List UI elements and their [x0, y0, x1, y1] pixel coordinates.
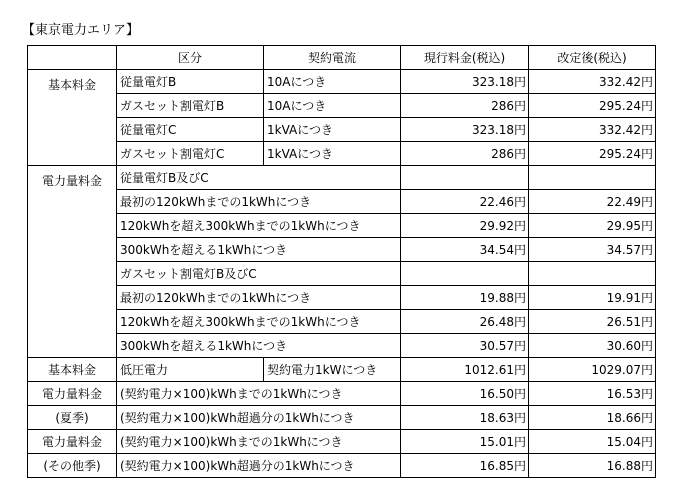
current-price-cell: 286円 — [401, 94, 529, 118]
revised-price-cell: 295.24円 — [529, 94, 656, 118]
unit-cell: 10Aにつき — [264, 70, 401, 94]
revised-price-cell: 22.49円 — [529, 190, 656, 214]
header-row — [28, 46, 656, 70]
table-row — [28, 406, 656, 430]
table-row — [28, 238, 656, 262]
tier-cell: (契約電力×100)kWh超過分の1kWhにつき — [117, 406, 401, 430]
empty-cell — [401, 262, 529, 286]
current-price-cell: 323.18円 — [401, 70, 529, 94]
plan-cell: ガスセット割電灯B — [117, 94, 264, 118]
unit-cell: 1kVAにつき — [264, 118, 401, 142]
table-row — [28, 190, 656, 214]
table-row — [28, 142, 656, 166]
empty-cell — [529, 262, 656, 286]
group-basic-fee: 基本料金 — [28, 70, 117, 166]
table-row — [28, 118, 656, 142]
header-category: 区分 — [117, 46, 264, 70]
tier-cell: 最初の120kWhまでの1kWhにつき — [117, 286, 401, 310]
revised-price-cell: 332.42円 — [529, 118, 656, 142]
tier-cell: 120kWhを超え300kWhまでの1kWhにつき — [117, 310, 401, 334]
section-title: 従量電灯B及びC — [117, 166, 401, 190]
table-row — [28, 94, 656, 118]
revised-price-cell: 26.51円 — [529, 310, 656, 334]
revised-price-cell: 30.60円 — [529, 334, 656, 358]
current-price-cell: 323.18円 — [401, 118, 529, 142]
current-price-cell: 18.63円 — [401, 406, 529, 430]
tier-cell: (契約電力×100)kWh超過分の1kWhにつき — [117, 454, 401, 478]
group-energy-fee: 電力量料金 — [28, 166, 117, 358]
table-row — [28, 358, 656, 382]
group-basic-fee-low-voltage: 基本料金 — [28, 358, 117, 382]
tier-cell: 最初の120kWhまでの1kWhにつき — [117, 190, 401, 214]
current-price-cell: 286円 — [401, 142, 529, 166]
current-price-cell: 34.54円 — [401, 238, 529, 262]
table-row — [28, 214, 656, 238]
table-row — [28, 262, 656, 286]
table-row — [28, 382, 656, 406]
group-energy-summer-label: 電力量料金 — [28, 382, 117, 406]
unit-cell: 10Aにつき — [264, 94, 401, 118]
group-energy-summer-season: (夏季) — [28, 406, 117, 430]
unit-cell: 1kVAにつき — [264, 142, 401, 166]
empty-cell — [529, 166, 656, 190]
group-energy-other-label: 電力量料金 — [28, 430, 117, 454]
plan-cell: 従量電灯B — [117, 70, 264, 94]
current-price-cell: 1012.61円 — [401, 358, 529, 382]
revised-price-cell: 15.04円 — [529, 430, 656, 454]
tier-cell: (契約電力×100)kWhまでの1kWhにつき — [117, 430, 401, 454]
current-price-cell: 19.88円 — [401, 286, 529, 310]
table-row — [28, 430, 656, 454]
table-row — [28, 166, 656, 190]
revised-price-cell: 295.24円 — [529, 142, 656, 166]
plan-cell: 低圧電力 — [117, 358, 264, 382]
revised-price-cell: 18.66円 — [529, 406, 656, 430]
revised-price-cell: 16.53円 — [529, 382, 656, 406]
header-blank — [28, 46, 117, 70]
current-price-cell: 22.46円 — [401, 190, 529, 214]
empty-cell — [401, 166, 529, 190]
revised-price-cell: 34.57円 — [529, 238, 656, 262]
table-row — [28, 334, 656, 358]
current-price-cell: 15.01円 — [401, 430, 529, 454]
revised-price-cell: 332.42円 — [529, 70, 656, 94]
plan-cell: 従量電灯C — [117, 118, 264, 142]
table-row — [28, 454, 656, 478]
revised-price-cell: 1029.07円 — [529, 358, 656, 382]
tier-cell: (契約電力×100)kWhまでの1kWhにつき — [117, 382, 401, 406]
revised-price-cell: 19.91円 — [529, 286, 656, 310]
current-price-cell: 26.48円 — [401, 310, 529, 334]
group-energy-other-season: (その他季) — [28, 454, 117, 478]
current-price-cell: 30.57円 — [401, 334, 529, 358]
section-title: ガスセット割電灯B及びC — [117, 262, 401, 286]
header-contract: 契約電流 — [264, 46, 401, 70]
current-price-cell: 16.85円 — [401, 454, 529, 478]
tier-cell: 120kWhを超え300kWhまでの1kWhにつき — [117, 214, 401, 238]
tier-cell: 300kWhを超える1kWhにつき — [117, 238, 401, 262]
table-row — [28, 70, 656, 94]
current-price-cell: 16.50円 — [401, 382, 529, 406]
rate-table — [27, 45, 656, 478]
table-heading: 【東京電力エリア】 — [22, 23, 140, 38]
revised-price-cell: 16.88円 — [529, 454, 656, 478]
plan-cell: ガスセット割電灯C — [117, 142, 264, 166]
table-row — [28, 310, 656, 334]
current-price-cell: 29.92円 — [401, 214, 529, 238]
unit-cell: 契約電力1kWにつき — [264, 358, 401, 382]
header-revised-price: 改定後(税込) — [529, 46, 656, 70]
revised-price-cell: 29.95円 — [529, 214, 656, 238]
header-current-price: 現行料金(税込) — [401, 46, 529, 70]
table-row — [28, 286, 656, 310]
tier-cell: 300kWhを超える1kWhにつき — [117, 334, 401, 358]
